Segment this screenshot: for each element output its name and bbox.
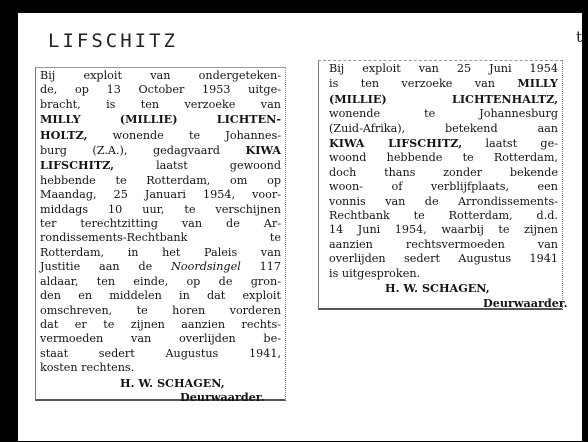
text-run: aanzien rechtsvermoeden van [329, 237, 558, 251]
text-line [40, 83, 281, 97]
text-run: 14 Juni 1954, waarbij te zijnen [329, 223, 558, 237]
text-line [329, 166, 558, 180]
text-run: wonende te Johannes- [87, 128, 281, 142]
text-line [40, 332, 281, 346]
text-line [329, 136, 558, 151]
text-line [40, 231, 281, 245]
notice-2-body [329, 62, 558, 281]
notice-1-signature-name: H. W. SCHAGEN, [120, 375, 225, 390]
text-line [40, 275, 281, 289]
text-run: Bij exploit van ondergeteken- [40, 69, 281, 82]
text-line [329, 62, 558, 76]
text-run: middags 10 uur, te verschijnen [40, 202, 281, 216]
text-run: den en middelen in dat exploit [40, 289, 281, 303]
text-line [40, 188, 281, 202]
edge-glyph: t [576, 28, 583, 46]
text-line [40, 143, 281, 158]
text-line [40, 304, 281, 318]
text-run: rondissements-Rechtbank te [40, 231, 281, 245]
text-line [40, 318, 281, 332]
text-line [40, 174, 281, 188]
text-run: (Zuid-Afrika), betekend aan [329, 121, 558, 135]
text-line [40, 260, 281, 274]
text-run: Rotterdam, in het Paleis van [40, 245, 281, 259]
text-line [40, 112, 281, 127]
text-run: omschreven, te horen vorderen [40, 303, 281, 317]
text-run: laatst ge- [462, 137, 558, 151]
text-run: laatst gewoond [114, 159, 281, 173]
notice-1-body [40, 69, 281, 376]
text-run: overlijden sedert Augustus 1941 [329, 252, 558, 266]
text-line [329, 195, 558, 209]
text-line [40, 347, 281, 361]
text-run: is ten verzoeke van [329, 77, 518, 91]
text-run: Bij exploit van 25 Juni 1954 [329, 62, 558, 75]
text-run: burg (Z.A.), gedagvaard [40, 144, 246, 158]
text-run: bracht, is ten verzoeke van [40, 97, 281, 111]
text-line [329, 122, 558, 136]
text-run: kosten rechtens. [40, 361, 135, 375]
text-run: de, op 13 October 1953 uitge- [40, 83, 281, 97]
text-run: (MILLIE) LICHTENHALTZ, [329, 91, 558, 106]
text-run: 117 [240, 260, 281, 274]
notice-clipping-2 [318, 60, 568, 310]
text-run: doch thans zonder bekende [329, 165, 558, 179]
page-title: LIFSCHITZ [48, 30, 178, 52]
text-run: Rechtbank te Rotterdam, d.d. [329, 209, 558, 223]
text-line [329, 151, 558, 165]
text-run: Maandag, 25 Januari 1954, voor- [40, 188, 281, 202]
text-line [329, 92, 558, 107]
text-run: ter terechtzitting van de Ar- [40, 217, 281, 231]
text-line [329, 76, 558, 91]
text-line [329, 238, 558, 252]
text-run: KIWA [245, 143, 281, 158]
notice-2-signature-name: H. W. SCHAGEN, [385, 281, 490, 296]
text-line [40, 69, 281, 83]
text-line [40, 217, 281, 231]
text-run: HOLTZ, [40, 127, 88, 142]
text-run: vermoeden van overlijden be- [40, 332, 281, 346]
text-run: woon- of verblijfplaats, een [329, 180, 558, 194]
text-line [40, 158, 281, 173]
notice-1-signature-title: Deurwaarder. [180, 389, 265, 404]
text-line [40, 361, 281, 375]
text-run: staat sedert Augustus 1941, [40, 346, 281, 360]
notice-clipping-1 [35, 67, 286, 404]
text-line [329, 180, 558, 194]
text-line [329, 107, 558, 121]
text-run: MILLY (MILLIE) LICHTEN- [40, 112, 281, 127]
text-line [40, 203, 281, 217]
text-line [40, 289, 281, 303]
notice-2-signature-title: Deurwaarder. [483, 295, 568, 310]
text-run: KIWA LIFSCHITZ, [329, 136, 463, 151]
text-line [40, 246, 281, 260]
text-run: woond hebbende te Rotterdam, [329, 151, 558, 165]
text-line [329, 223, 558, 237]
text-line [329, 252, 558, 266]
text-line [40, 128, 281, 143]
text-run: dat er te zijnen aanzien rechts- [40, 317, 281, 331]
text-run: wonende te Johannesburg [329, 107, 558, 121]
text-run: hebbende te Rotterdam, om op [40, 173, 281, 187]
text-run: vonnis van de Arrondissements- [329, 194, 558, 208]
text-run: is uitgesproken. [329, 266, 421, 280]
text-run: Noordsingel [171, 260, 241, 274]
text-run: LIFSCHITZ, [40, 158, 115, 173]
text-line [329, 209, 558, 223]
text-line [329, 267, 558, 281]
text-line [40, 98, 281, 112]
text-run: MILLY [517, 76, 558, 91]
text-run: Justitie aan de [40, 260, 172, 274]
text-run: aldaar, ten einde, op de gron- [40, 274, 281, 288]
